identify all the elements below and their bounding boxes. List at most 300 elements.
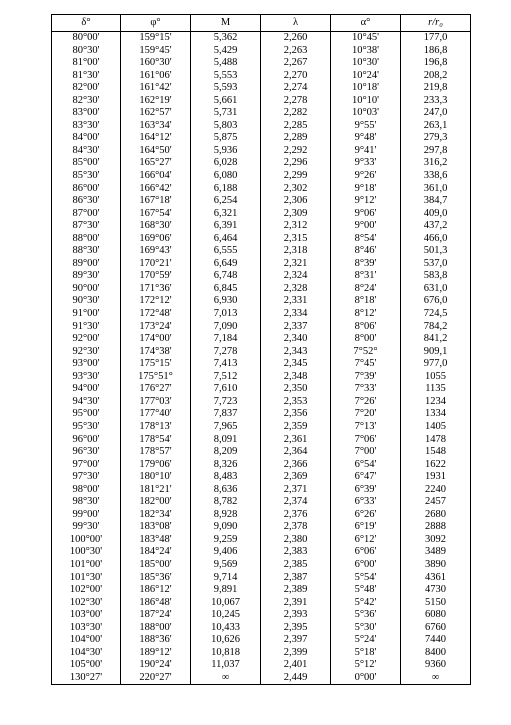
cell-r-ratio: 208,2 xyxy=(401,70,471,83)
cell-m: 7,837 xyxy=(191,408,261,421)
table-row xyxy=(52,245,471,258)
cell-phi: 183°08' xyxy=(121,521,191,534)
cell-phi: 184°24' xyxy=(121,546,191,559)
cell-delta: 101°30' xyxy=(52,572,121,585)
cell-phi: 167°54' xyxy=(121,208,191,221)
cell-alpha: 9°00' xyxy=(331,220,401,233)
cell-phi: 182°34' xyxy=(121,509,191,522)
cell-lambda: 2,359 xyxy=(261,421,331,434)
cell-m: 7,278 xyxy=(191,346,261,359)
cell-phi: 182°00' xyxy=(121,496,191,509)
cell-m: 6,254 xyxy=(191,195,261,208)
cell-alpha: 10°38' xyxy=(331,45,401,58)
cell-alpha: 7°26' xyxy=(331,396,401,409)
cell-phi: 188°00' xyxy=(121,622,191,635)
cell-alpha: 10°03' xyxy=(331,107,401,120)
cell-alpha: 5°24' xyxy=(331,634,401,647)
cell-m: 5,936 xyxy=(191,145,261,158)
table-row xyxy=(52,383,471,396)
cell-r-ratio: 466,0 xyxy=(401,233,471,246)
table-row xyxy=(52,270,471,283)
cell-phi: 220°27' xyxy=(121,672,191,685)
cell-alpha: 10°30' xyxy=(331,57,401,70)
cell-phi: 186°48' xyxy=(121,597,191,610)
cell-delta: 104°30' xyxy=(52,647,121,660)
cell-lambda: 2,401 xyxy=(261,659,331,672)
cell-r-ratio: 219,8 xyxy=(401,82,471,95)
cell-r-ratio: 977,0 xyxy=(401,358,471,371)
cell-lambda: 2,334 xyxy=(261,308,331,321)
cell-lambda: 2,282 xyxy=(261,107,331,120)
cell-m: 5,488 xyxy=(191,57,261,70)
cell-delta: 104°00' xyxy=(52,634,121,647)
cell-alpha: 10°18' xyxy=(331,82,401,95)
table-row xyxy=(52,258,471,271)
table-row xyxy=(52,559,471,572)
cell-phi: 162°57' xyxy=(121,107,191,120)
table-row xyxy=(52,70,471,83)
cell-m: 5,803 xyxy=(191,120,261,133)
cell-alpha: 6°33' xyxy=(331,496,401,509)
cell-alpha: 9°55' xyxy=(331,120,401,133)
table-row xyxy=(52,471,471,484)
cell-lambda: 2,353 xyxy=(261,396,331,409)
cell-r-ratio: 501,3 xyxy=(401,245,471,258)
cell-delta: 89°30' xyxy=(52,270,121,283)
cell-lambda: 2,369 xyxy=(261,471,331,484)
cell-lambda: 2,289 xyxy=(261,132,331,145)
table-row xyxy=(52,346,471,359)
cell-m: 5,875 xyxy=(191,132,261,145)
cell-r-ratio: 1334 xyxy=(401,408,471,421)
cell-r-ratio: 4361 xyxy=(401,572,471,585)
table-row xyxy=(52,647,471,660)
cell-lambda: 2,292 xyxy=(261,145,331,158)
cell-delta: 83°00' xyxy=(52,107,121,120)
table-row xyxy=(52,446,471,459)
cell-r-ratio: 6760 xyxy=(401,622,471,635)
cell-delta: 81°00' xyxy=(52,57,121,70)
cell-phi: 177°03' xyxy=(121,396,191,409)
cell-lambda: 2,321 xyxy=(261,258,331,271)
cell-r-ratio: 247,0 xyxy=(401,107,471,120)
cell-r-ratio: 1478 xyxy=(401,434,471,447)
cell-m: 8,928 xyxy=(191,509,261,522)
cell-alpha: 6°00' xyxy=(331,559,401,572)
table-row xyxy=(52,634,471,647)
cell-phi: 167°18' xyxy=(121,195,191,208)
cell-alpha: 8°00' xyxy=(331,333,401,346)
cell-lambda: 2,278 xyxy=(261,95,331,108)
cell-alpha: 7°33' xyxy=(331,383,401,396)
cell-m: 9,891 xyxy=(191,584,261,597)
cell-delta: 103°30' xyxy=(52,622,121,635)
cell-delta: 88°30' xyxy=(52,245,121,258)
cell-r-ratio: 2888 xyxy=(401,521,471,534)
table-body xyxy=(52,32,471,685)
cell-lambda: 2,366 xyxy=(261,459,331,472)
table-row xyxy=(52,57,471,70)
cell-lambda: 2,315 xyxy=(261,233,331,246)
cell-phi: 160°30' xyxy=(121,57,191,70)
cell-r-ratio: 2240 xyxy=(401,484,471,497)
cell-phi: 169°06' xyxy=(121,233,191,246)
table-row xyxy=(52,308,471,321)
table-row xyxy=(52,521,471,534)
cell-m: 6,391 xyxy=(191,220,261,233)
table-row xyxy=(52,622,471,635)
cell-m: 5,593 xyxy=(191,82,261,95)
cell-phi: 164°12' xyxy=(121,132,191,145)
cell-phi: 181°21' xyxy=(121,484,191,497)
table-row xyxy=(52,157,471,170)
cell-lambda: 2,270 xyxy=(261,70,331,83)
cell-alpha: 8°54' xyxy=(331,233,401,246)
cell-r-ratio: 4730 xyxy=(401,584,471,597)
table-row xyxy=(52,572,471,585)
cell-lambda: 2,302 xyxy=(261,183,331,196)
cell-alpha: 9°33' xyxy=(331,157,401,170)
cell-lambda: 2,380 xyxy=(261,534,331,547)
cell-phi: 166°42' xyxy=(121,183,191,196)
cell-r-ratio: 1548 xyxy=(401,446,471,459)
cell-m: 6,748 xyxy=(191,270,261,283)
cell-m: 10,626 xyxy=(191,634,261,647)
cell-delta: 101°00' xyxy=(52,559,121,572)
cell-lambda: 2,312 xyxy=(261,220,331,233)
cell-delta: 97°30' xyxy=(52,471,121,484)
cell-lambda: 2,324 xyxy=(261,270,331,283)
table-row xyxy=(52,496,471,509)
cell-delta: 82°00' xyxy=(52,82,121,95)
cell-alpha: 9°41' xyxy=(331,145,401,158)
cell-lambda: 2,376 xyxy=(261,509,331,522)
table-row xyxy=(52,597,471,610)
cell-alpha: 6°39' xyxy=(331,484,401,497)
cell-phi: 165°27' xyxy=(121,157,191,170)
cell-lambda: 2,296 xyxy=(261,157,331,170)
cell-m: 7,013 xyxy=(191,308,261,321)
table-row xyxy=(52,434,471,447)
header-delta: δ° xyxy=(52,15,121,32)
table-row xyxy=(52,195,471,208)
cell-m: 8,326 xyxy=(191,459,261,472)
cell-alpha: 7°45' xyxy=(331,358,401,371)
cell-delta: 98°00' xyxy=(52,484,121,497)
cell-r-ratio: 1931 xyxy=(401,471,471,484)
cell-r-ratio: 841,2 xyxy=(401,333,471,346)
cell-m: 10,067 xyxy=(191,597,261,610)
header-r-ratio: r/r₀ xyxy=(401,15,471,32)
cell-delta: 95°00' xyxy=(52,408,121,421)
cell-alpha: 8°39' xyxy=(331,258,401,271)
cell-delta: 85°00' xyxy=(52,157,121,170)
cell-delta: 86°30' xyxy=(52,195,121,208)
cell-r-ratio: 3092 xyxy=(401,534,471,547)
cell-lambda: 2,263 xyxy=(261,45,331,58)
cell-m: 7,184 xyxy=(191,333,261,346)
cell-alpha: 9°06' xyxy=(331,208,401,221)
table-row xyxy=(52,534,471,547)
cell-m: 10,818 xyxy=(191,647,261,660)
cell-r-ratio: 233,3 xyxy=(401,95,471,108)
cell-delta: 84°30' xyxy=(52,145,121,158)
cell-phi: 179°06' xyxy=(121,459,191,472)
cell-r-ratio: 384,7 xyxy=(401,195,471,208)
cell-phi: 188°36' xyxy=(121,634,191,647)
cell-phi: 169°43' xyxy=(121,245,191,258)
table-row xyxy=(52,183,471,196)
cell-delta: 83°30' xyxy=(52,120,121,133)
table-row xyxy=(52,295,471,308)
cell-delta: 105°00' xyxy=(52,659,121,672)
cell-r-ratio: 1405 xyxy=(401,421,471,434)
cell-phi: 175°15' xyxy=(121,358,191,371)
cell-alpha: 6°12' xyxy=(331,534,401,547)
cell-delta: 86°00' xyxy=(52,183,121,196)
cell-lambda: 2,340 xyxy=(261,333,331,346)
cell-alpha: 9°48' xyxy=(331,132,401,145)
cell-delta: 92°30' xyxy=(52,346,121,359)
cell-m: 6,188 xyxy=(191,183,261,196)
table-row xyxy=(52,672,471,685)
cell-alpha: 6°19' xyxy=(331,521,401,534)
cell-alpha: 8°31' xyxy=(331,270,401,283)
table-row xyxy=(52,321,471,334)
cell-alpha: 6°54' xyxy=(331,459,401,472)
cell-phi: 190°24' xyxy=(121,659,191,672)
cell-alpha: 6°47' xyxy=(331,471,401,484)
cell-delta: 130°27' xyxy=(52,672,121,685)
cell-phi: 174°38' xyxy=(121,346,191,359)
cell-alpha: 5°18' xyxy=(331,647,401,660)
cell-m: 10,245 xyxy=(191,609,261,622)
cell-m: 10,433 xyxy=(191,622,261,635)
table-row xyxy=(52,396,471,409)
cell-m: 6,028 xyxy=(191,157,261,170)
cell-m: 7,512 xyxy=(191,371,261,384)
header-m: M xyxy=(191,15,261,32)
cell-m: 6,930 xyxy=(191,295,261,308)
cell-lambda: 2,274 xyxy=(261,82,331,95)
cell-r-ratio: 279,3 xyxy=(401,132,471,145)
cell-lambda: 2,299 xyxy=(261,170,331,183)
cell-lambda: 2,449 xyxy=(261,672,331,685)
cell-lambda: 2,378 xyxy=(261,521,331,534)
cell-phi: 174°00' xyxy=(121,333,191,346)
cell-delta: 100°30' xyxy=(52,546,121,559)
table-row xyxy=(52,659,471,672)
cell-delta: 96°30' xyxy=(52,446,121,459)
header-alpha: α° xyxy=(331,15,401,32)
cell-delta: 85°30' xyxy=(52,170,121,183)
cell-lambda: 2,399 xyxy=(261,647,331,660)
table-row xyxy=(52,358,471,371)
cell-phi: 162°19' xyxy=(121,95,191,108)
cell-alpha: 8°24' xyxy=(331,283,401,296)
cell-r-ratio: 8400 xyxy=(401,647,471,660)
cell-phi: 178°54' xyxy=(121,434,191,447)
cell-alpha: 5°36' xyxy=(331,609,401,622)
cell-phi: 166°04' xyxy=(121,170,191,183)
cell-r-ratio: 3489 xyxy=(401,546,471,559)
cell-m: 8,209 xyxy=(191,446,261,459)
cell-lambda: 2,397 xyxy=(261,634,331,647)
cell-lambda: 2,374 xyxy=(261,496,331,509)
cell-r-ratio: 1135 xyxy=(401,383,471,396)
table-row xyxy=(52,220,471,233)
table-row xyxy=(52,333,471,346)
cell-alpha: 5°12' xyxy=(331,659,401,672)
cell-delta: 82°30' xyxy=(52,95,121,108)
cell-phi: 171°36' xyxy=(121,283,191,296)
cell-lambda: 2,306 xyxy=(261,195,331,208)
cell-delta: 99°30' xyxy=(52,521,121,534)
cell-phi: 172°48' xyxy=(121,308,191,321)
cell-m: 6,321 xyxy=(191,208,261,221)
cell-r-ratio: 6080 xyxy=(401,609,471,622)
cell-r-ratio: ∞ xyxy=(401,672,471,685)
cell-delta: 87°30' xyxy=(52,220,121,233)
cell-m: 7,610 xyxy=(191,383,261,396)
cell-alpha: 5°54' xyxy=(331,572,401,585)
cell-r-ratio: 1622 xyxy=(401,459,471,472)
cell-alpha: 10°24' xyxy=(331,70,401,83)
table-row xyxy=(52,408,471,421)
cell-alpha: 7°39' xyxy=(331,371,401,384)
cell-alpha: 8°18' xyxy=(331,295,401,308)
cell-delta: 96°00' xyxy=(52,434,121,447)
cell-lambda: 2,391 xyxy=(261,597,331,610)
cell-m: 9,090 xyxy=(191,521,261,534)
table-row xyxy=(52,459,471,472)
cell-alpha: 7°13' xyxy=(331,421,401,434)
table-row xyxy=(52,421,471,434)
cell-delta: 102°30' xyxy=(52,597,121,610)
cell-r-ratio: 9360 xyxy=(401,659,471,672)
cell-phi: 159°15' xyxy=(121,32,191,45)
cell-r-ratio: 437,2 xyxy=(401,220,471,233)
cell-phi: 161°06' xyxy=(121,70,191,83)
cell-phi: 163°34' xyxy=(121,120,191,133)
cell-r-ratio: 177,0 xyxy=(401,32,471,45)
table-row xyxy=(52,82,471,95)
cell-r-ratio: 3890 xyxy=(401,559,471,572)
cell-lambda: 2,387 xyxy=(261,572,331,585)
cell-m: 5,661 xyxy=(191,95,261,108)
cell-lambda: 2,385 xyxy=(261,559,331,572)
cell-r-ratio: 297,8 xyxy=(401,145,471,158)
cell-alpha: 5°30' xyxy=(331,622,401,635)
table-row xyxy=(52,145,471,158)
cell-r-ratio: 631,0 xyxy=(401,283,471,296)
cell-delta: 100°00' xyxy=(52,534,121,547)
cell-r-ratio: 316,2 xyxy=(401,157,471,170)
cell-delta: 81°30' xyxy=(52,70,121,83)
cell-m: 7,413 xyxy=(191,358,261,371)
cell-delta: 102°00' xyxy=(52,584,121,597)
cell-r-ratio: 537,0 xyxy=(401,258,471,271)
cell-m: 9,259 xyxy=(191,534,261,547)
cell-phi: 178°13' xyxy=(121,421,191,434)
cell-m: 9,714 xyxy=(191,572,261,585)
cell-delta: 94°30' xyxy=(52,396,121,409)
cell-lambda: 2,318 xyxy=(261,245,331,258)
cell-lambda: 2,361 xyxy=(261,434,331,447)
cell-delta: 94°00' xyxy=(52,383,121,396)
cell-alpha: 7°52° xyxy=(331,346,401,359)
cell-lambda: 2,395 xyxy=(261,622,331,635)
cell-phi: 159°45' xyxy=(121,45,191,58)
cell-delta: 91°30' xyxy=(52,321,121,334)
cell-m: 7,965 xyxy=(191,421,261,434)
cell-delta: 103°00' xyxy=(52,609,121,622)
cell-phi: 180°10' xyxy=(121,471,191,484)
cell-phi: 186°12' xyxy=(121,584,191,597)
cell-phi: 170°59' xyxy=(121,270,191,283)
cell-m: 8,091 xyxy=(191,434,261,447)
cell-phi: 172°12' xyxy=(121,295,191,308)
cell-r-ratio: 1234 xyxy=(401,396,471,409)
cell-m: 9,406 xyxy=(191,546,261,559)
cell-lambda: 2,331 xyxy=(261,295,331,308)
cell-delta: 95°30' xyxy=(52,421,121,434)
cell-alpha: 8°46' xyxy=(331,245,401,258)
cell-phi: 161°42' xyxy=(121,82,191,95)
cell-phi: 164°50' xyxy=(121,145,191,158)
cell-m: 8,636 xyxy=(191,484,261,497)
cell-r-ratio: 7440 xyxy=(401,634,471,647)
cell-m: 5,429 xyxy=(191,45,261,58)
header-phi: φ° xyxy=(121,15,191,32)
table-row xyxy=(52,208,471,221)
table-row xyxy=(52,233,471,246)
cell-alpha: 7°06' xyxy=(331,434,401,447)
table-row xyxy=(52,371,471,384)
table-row xyxy=(52,584,471,597)
cell-lambda: 2,350 xyxy=(261,383,331,396)
cell-r-ratio: 676,0 xyxy=(401,295,471,308)
cell-m: 11,037 xyxy=(191,659,261,672)
table-row xyxy=(52,283,471,296)
cell-r-ratio: 361,0 xyxy=(401,183,471,196)
cell-r-ratio: 2457 xyxy=(401,496,471,509)
cell-delta: 99°00' xyxy=(52,509,121,522)
cell-alpha: 7°20' xyxy=(331,408,401,421)
cell-phi: 185°36' xyxy=(121,572,191,585)
table-row xyxy=(52,132,471,145)
cell-phi: 187°24' xyxy=(121,609,191,622)
cell-delta: 92°00' xyxy=(52,333,121,346)
cell-alpha: 0°00' xyxy=(331,672,401,685)
cell-phi: 189°12' xyxy=(121,647,191,660)
cell-m: 6,555 xyxy=(191,245,261,258)
cell-m: 5,731 xyxy=(191,107,261,120)
cell-alpha: 8°12' xyxy=(331,308,401,321)
cell-alpha: 9°12' xyxy=(331,195,401,208)
cell-delta: 93°00' xyxy=(52,358,121,371)
cell-m: 8,782 xyxy=(191,496,261,509)
cell-delta: 88°00' xyxy=(52,233,121,246)
cell-r-ratio: 263,1 xyxy=(401,120,471,133)
cell-lambda: 2,337 xyxy=(261,321,331,334)
cell-alpha: 8°06' xyxy=(331,321,401,334)
cell-delta: 87°00' xyxy=(52,208,121,221)
table-row xyxy=(52,120,471,133)
cell-r-ratio: 5150 xyxy=(401,597,471,610)
cell-alpha: 6°26' xyxy=(331,509,401,522)
cell-m: 6,080 xyxy=(191,170,261,183)
